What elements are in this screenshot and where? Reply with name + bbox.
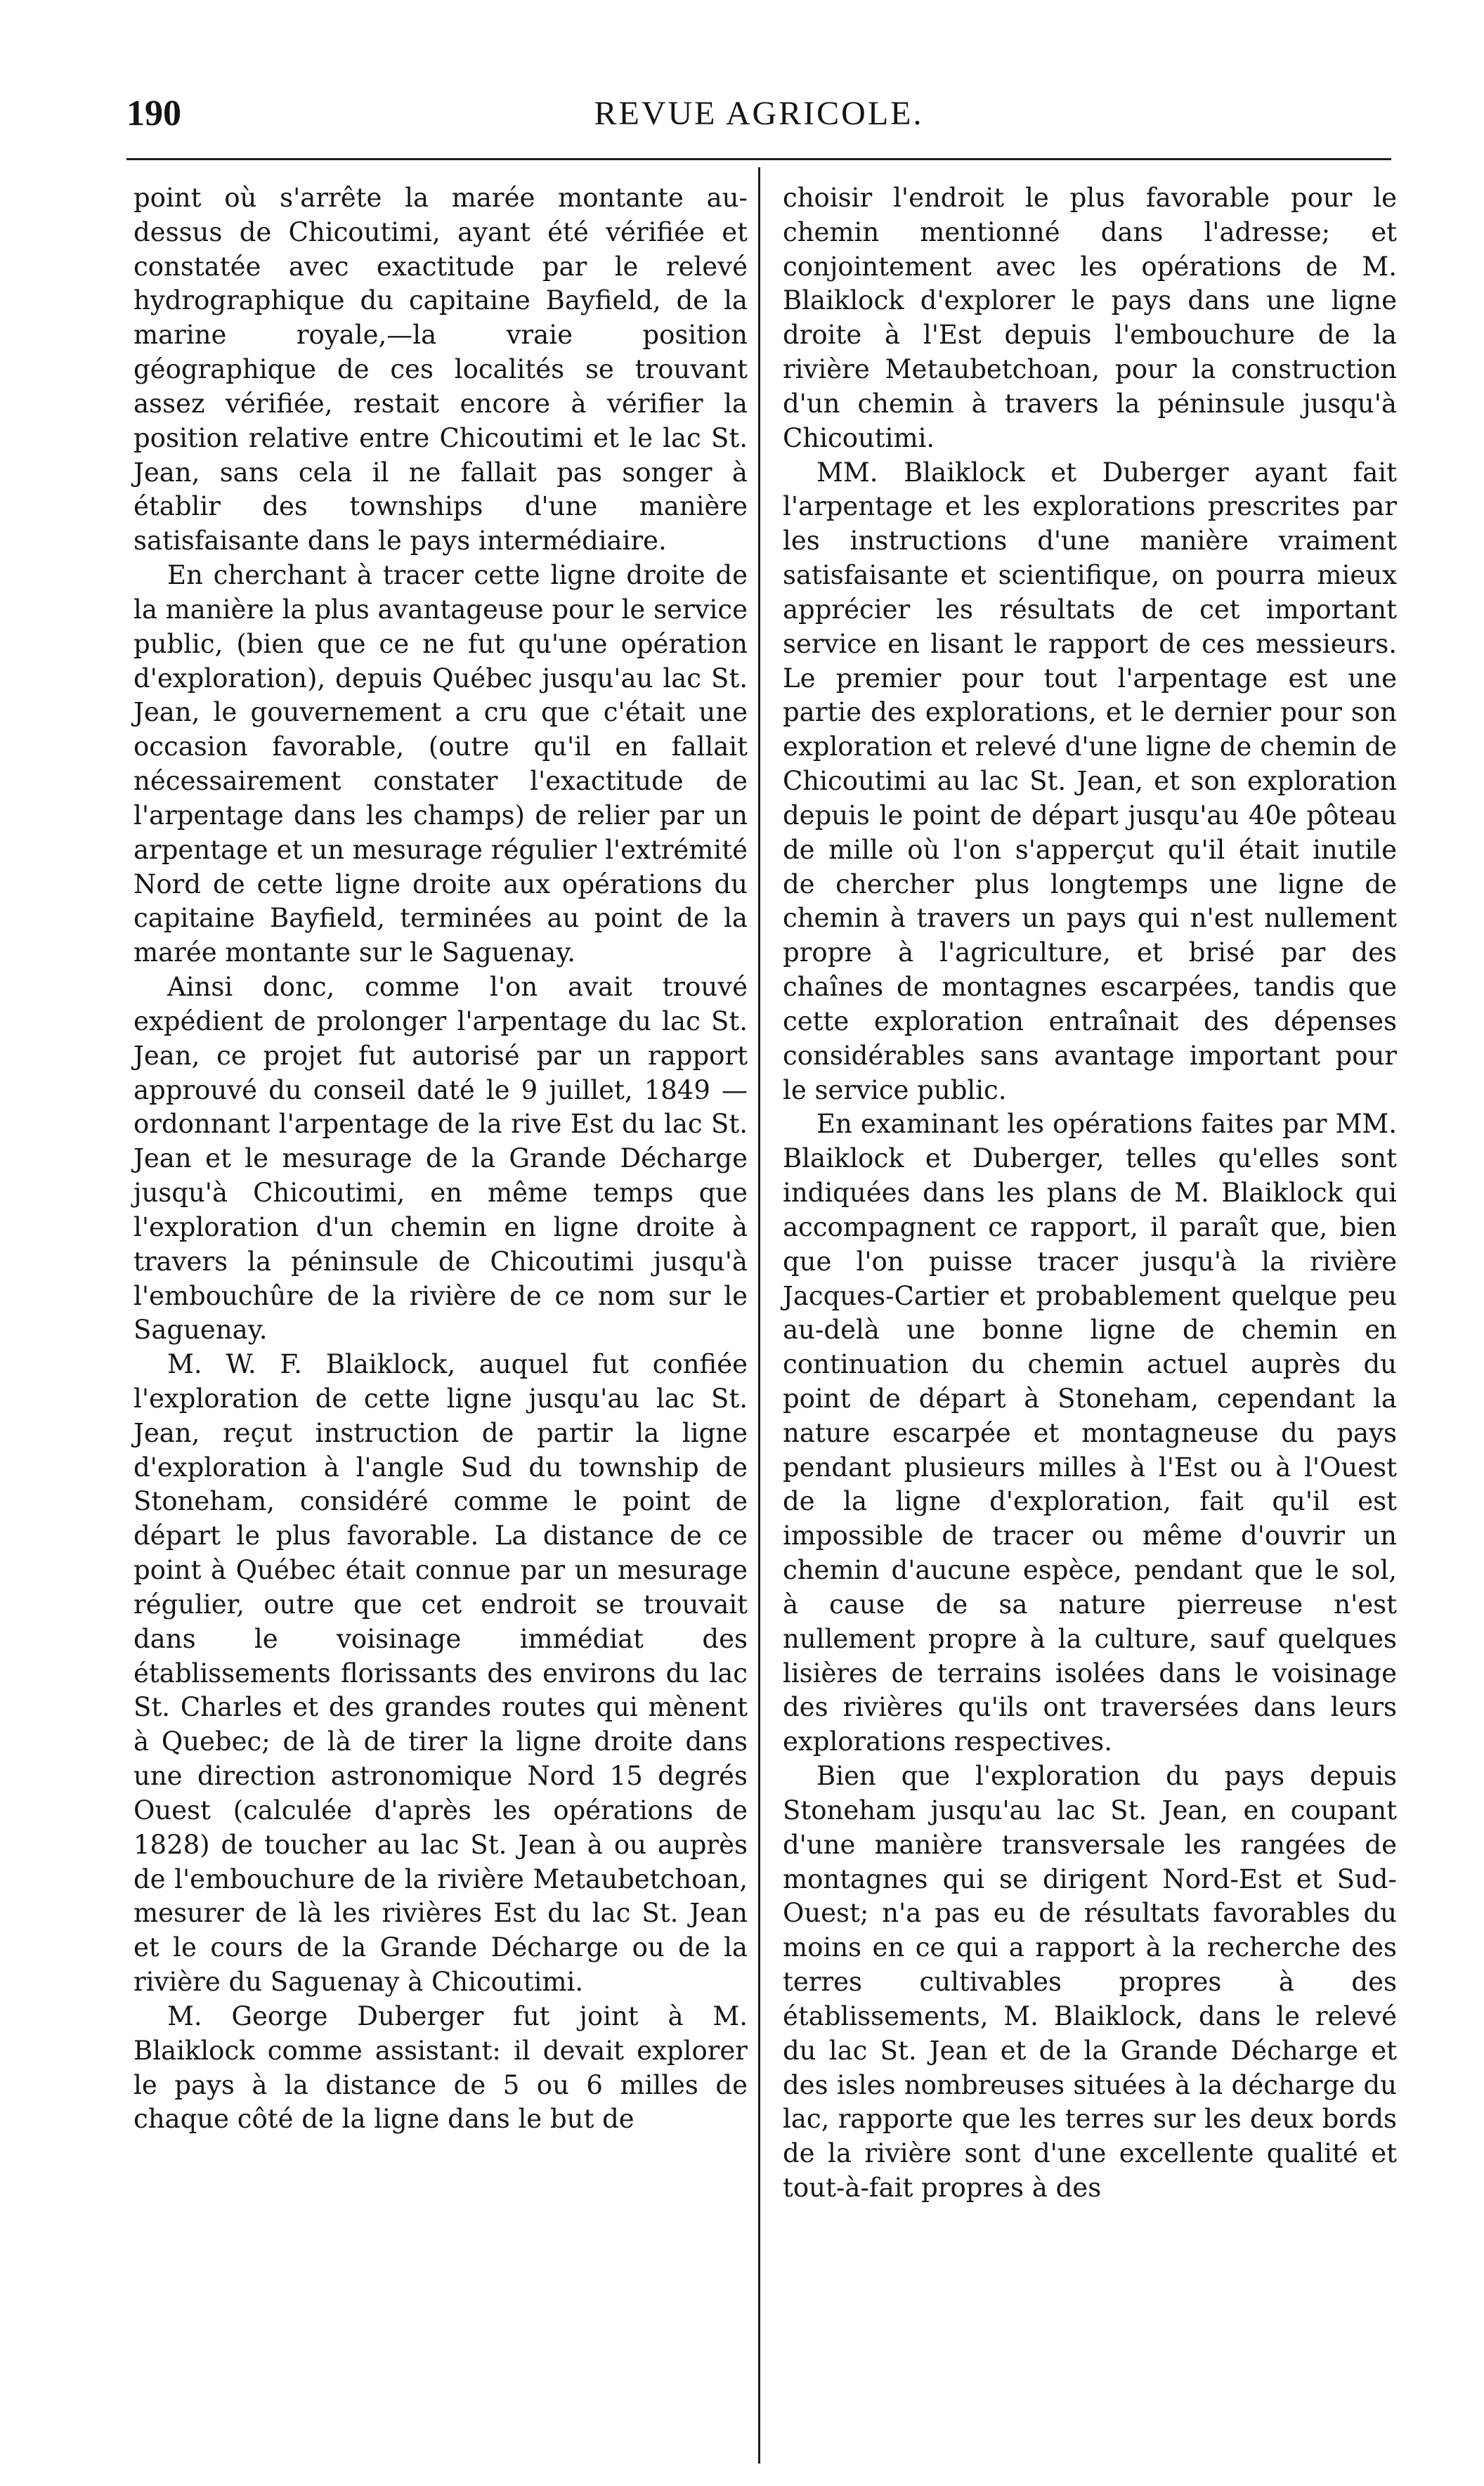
left-column — [134, 181, 748, 2137]
paragraph: Bien que l'exploration du pays depuis Stoneham jusqu'au lac St. Jean, en coupant d'une manière transversale les rangées de montagnes qui se dirigent Nord-Est et Sud-Ouest; n'a pas eu de résultats favorables du moins en ce qui a rapport à la recherche des terres cultivables propres à des établissements, M. Blaiklock, dans le relevé du lac St. Jean et de la Grande Décharge et des isles nombreuses situées à la décharge du lac, rapporte que les terres sur les deux bords de la rivière sont d'une excellente qualité et tout-à-fait propres à des — [783, 1761, 1397, 2204]
column-divider — [758, 167, 760, 2464]
paragraph: Ainsi donc, comme l'on avait trouvé expédient de prolonger l'arpentage du lac St. Jean, ce projet fut autorisé par un rapport approuvé du conseil daté le 9 juillet, 1849 —ordonnant l'arpentage de la rive Est du lac St. Jean et le mesurage de la Grande Décharge jusqu'à Chicoutimi, en même temps que l'exploration d'un chemin en ligne droite à travers la péninsule de Chicoutimi jusqu'à l'embouchûre de la rivière de ce nom sur le Saguenay. — [134, 972, 748, 1346]
header-rule — [126, 158, 1391, 160]
paragraph: choisir l'endroit le plus favorable pour le chemin mentionné dans l'adresse; et conjointement avec les opérations de M. Blaiklock d'explorer le pays dans une ligne droite à l'Est depuis l'embouchure de la rivière Metaubetchoan, pour la construction d'un chemin à travers la péninsule jusqu'à Chicoutimi. — [783, 183, 1397, 453]
running-title: REVUE AGRICOLE. — [594, 95, 924, 132]
running-header — [126, 93, 1391, 149]
page-number: 190 — [126, 93, 181, 134]
paragraph: En examinant les opérations faites par MM. Blaiklock et Duberger, telles qu'elles sont indiquées dans les plans de M. Blaiklock qui accompagnent ce rapport, il paraît que, bien que l'on puisse tracer jusqu'à la rivière Jacques-Cartier et probablement quelque peu au-delà une bonne ligne de chemin en continuation du chemin actuel auprès du point de départ à Stoneham, cependant la nature escarpée et montagneuse du pays pendant plusieurs milles à l'Est ou à l'Ouest de la ligne d'exploration, fait qu'il est impossible de tracer ou même d'ouvrir un chemin d'aucune espèce, pendant que le sol, à cause de sa nature pierreuse n'est nullement propre à la culture, sauf quelques lisières de terrains isolées dans le voisinage des rivières qu'ils ont traversées dans leurs explorations respectives. — [783, 1109, 1397, 1757]
paragraph: M. George Duberger fut joint à M. Blaiklock comme assistant: il devait explorer le pays à la distance de 5 ou 6 milles de chaque côté de la ligne dans le but de — [134, 2000, 748, 2135]
right-column — [783, 181, 1397, 2206]
paragraph: En cherchant à tracer cette ligne droite de la manière la plus avantageuse pour le service public, (bien que ce ne fut qu'une opération d'exploration), depuis Québec jusqu'au lac St. Jean, le gouvernement a cru que c'était une occasion favorable, (outre qu'il en fallait nécessairement constater l'exactitude de l'arpentage dans les champs) de relier par un arpentage et un mesurage régulier l'extrémité Nord de cette ligne droite aux opérations du capitaine Bayfield, terminées au point de la marée montante sur le Saguenay. — [134, 560, 748, 968]
paragraph: M. W. F. Blaiklock, auquel fut confiée l'exploration de cette ligne jusqu'au lac St. Jean, reçut instruction de partir la ligne d'exploration à l'angle Sud du township de Stoneham, considéré comme le point de départ le plus favorable. La distance de ce point à Québec était connue par un mesurage régulier, outre que cet endroit se trouvait dans le voisinage immédiat des établissements florissants des environs du lac St. Charles et des grandes routes qui mènent à Quebec; de là de tirer la ligne droite dans une direction astronomique Nord 15 degrés Ouest (calculée d'après les opérations de 1828) de toucher au lac St. Jean à ou auprès de l'embouchure de la rivière Metaubetchoan, mesurer de là les rivières Est du lac St. Jean et le cours de la Grande Décharge ou de la rivière du Saguenay à Chicoutimi. — [134, 1349, 748, 1998]
paragraph: MM. Blaiklock et Duberger ayant fait l'arpentage et les explorations prescrites par les instructions d'une manière vraiment satisfaisante et scientifique, on pourra mieux apprécier les résultats de cet important service en lisant le rapport de ces messieurs. Le premier pour tout l'arpentage est une partie des explorations, et le dernier pour son exploration et relevé d'une ligne de chemin de Chicoutimi au lac St. Jean, et son exploration depuis le point de départ jusqu'au 40e pôteau de mille où l'on s'apperçut qu'il était inutile de chercher plus longtemps une ligne de chemin à travers un pays qui n'est nullement propre à l'agriculture, et brisé par des chaînes de montagnes escarpées, tandis que cette exploration entraînait des dépenses considérables sans avantage important pour le service public. — [783, 457, 1397, 1105]
paragraph: point où s'arrête la marée montante au-dessus de Chicoutimi, ayant été vérifiée et constatée avec exactitude par le relevé hydrographique du capitaine Bayfield, de la marine royale,—la vraie position géographique de ces localités se trouvant assez vérifiée, restait encore à vérifier la position relative entre Chicoutimi et le lac St. Jean, sans cela il ne fallait pas songer à établir des townships d'une manière satisfaisante dans le pays intermédiaire. — [134, 183, 748, 557]
